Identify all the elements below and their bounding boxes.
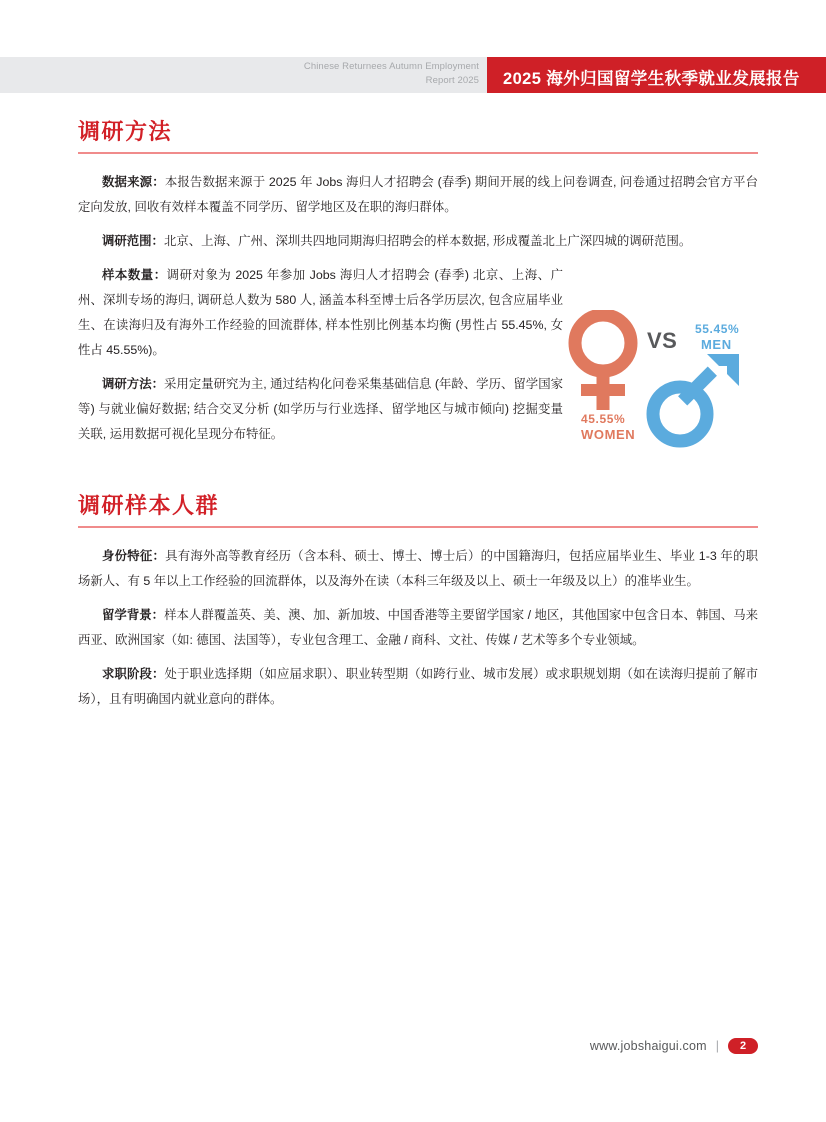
paragraph-label-job-seeking-stage: 求职阶段： bbox=[102, 667, 165, 681]
paragraph-study-background bbox=[78, 603, 758, 653]
women-percentage: 45.55% bbox=[581, 412, 626, 426]
header-english-title-line2: Report 2025 bbox=[425, 74, 479, 86]
paragraph-sample-size bbox=[78, 263, 563, 363]
paragraph-identity-traits bbox=[78, 544, 758, 594]
paragraph-label-research-approach: 调研方法： bbox=[102, 377, 165, 391]
section-title-research-method: 调研方法 bbox=[78, 119, 173, 144]
paragraph-data-source bbox=[78, 170, 758, 220]
paragraph-label-sample-size: 样本数量： bbox=[102, 268, 167, 282]
paragraph-label-study-background: 留学背景： bbox=[102, 608, 165, 622]
header-english-title bbox=[179, 60, 479, 87]
header-banner-title: 2025 海外归国留学生秋季就业发展报告 bbox=[503, 70, 800, 88]
women-label: WOMEN bbox=[581, 427, 636, 442]
paragraph-label-data-source: 数据来源： bbox=[102, 175, 165, 189]
paragraph-research-scope bbox=[78, 229, 758, 254]
paragraph-text-data-source: 本报告数据来源于 2025 年 Jobs 海归人才招聘会 (春季) 期间开展的线上问卷调查, 问卷通过招聘会官方平台定向发放, 回收有效样本覆盖不同学历、留学地区及在职的海归群体。 bbox=[78, 175, 759, 214]
men-percentage: 55.45% bbox=[695, 322, 740, 336]
paragraph-text-sample-size: 调研对象为 2025 年参加 Jobs 海归人才招聘会 (春季) 北京、上海、广州、深圳专场的海归, 调研总人数为 580 人, 涵盖本科至博士后各学历层次, 包含应届毕业生、在读海归及有海外工作经验的回流群体, 样本性别比例基本均衡 (男性占 55.45%, 女性占 45.55%)。 bbox=[78, 268, 563, 357]
paragraph-text-study-background: 样本人群覆盖英、美、澳、加、新加坡、中国香港等主要留学国家 / 地区，其他国家中包含日本、韩国、马来西亚、欧洲国家（如: 德国、法国等），专业包含理工、金融 / 商科、文社、传媒 / 艺术等多个专业领域。 bbox=[78, 608, 759, 647]
header-red-banner bbox=[487, 57, 826, 93]
gender-ratio-infographic bbox=[555, 310, 765, 458]
footer-page-number-badge: 2 bbox=[728, 1038, 758, 1054]
paragraph-text-identity-traits: 具有海外高等教育经历（含本科、硕士、博士、博士后）的中国籍海归，包括应届毕业生、毕业 1-3 年的职场新人、有 5 年以上工作经验的回流群体，以及海外在读（本科三年级及以上、硕士一年级及以上）的准毕业生。 bbox=[78, 549, 759, 588]
versus-label: VS bbox=[647, 328, 678, 353]
paragraph-text-research-approach: 采用定量研究为主, 通过结构化问卷采集基础信息 (年龄、学历、留学国家等) 与就业偏好数据; 结合交叉分析 (如学历与行业选择、留学地区与城市倾向) 挖掘变量关联, 运用数据可视化呈现分布特征。 bbox=[78, 377, 563, 441]
paragraph-text-research-scope: 北京、上海、广州、深圳共四地同期海归招聘会的样本数据, 形成覆盖北上广深四城的调研范围。 bbox=[163, 234, 692, 248]
footer-content bbox=[590, 1038, 758, 1054]
section-divider bbox=[78, 526, 758, 528]
paragraph-label-identity-traits: 身份特征： bbox=[102, 549, 166, 563]
section-divider bbox=[78, 152, 758, 154]
female-symbol-icon bbox=[575, 315, 631, 410]
section-title-sample-population: 调研样本人群 bbox=[78, 493, 220, 518]
paragraph-research-approach bbox=[78, 372, 563, 447]
paragraph-job-seeking-stage bbox=[78, 662, 758, 712]
header-gray-bar bbox=[0, 57, 487, 93]
paragraph-label-research-scope: 调研范围： bbox=[102, 234, 164, 248]
page-header bbox=[0, 57, 826, 93]
header-english-title-line1: Chinese Returnees Autumn Employment bbox=[303, 61, 479, 72]
male-symbol-icon bbox=[653, 354, 739, 441]
paragraph-text-job-seeking-stage: 处于职业选择期（如应届求职）、职业转型期（如跨行业、城市发展）或求职规划期（如在读海归提前了解市场），且有明确国内就业意向的群体。 bbox=[78, 667, 758, 706]
men-label: MEN bbox=[701, 337, 732, 352]
section-sample-population bbox=[78, 492, 758, 721]
footer-website-url[interactable]: www.jobshaigui.com bbox=[589, 1039, 707, 1053]
footer-separator: | bbox=[715, 1039, 719, 1053]
page-footer bbox=[0, 1038, 826, 1066]
